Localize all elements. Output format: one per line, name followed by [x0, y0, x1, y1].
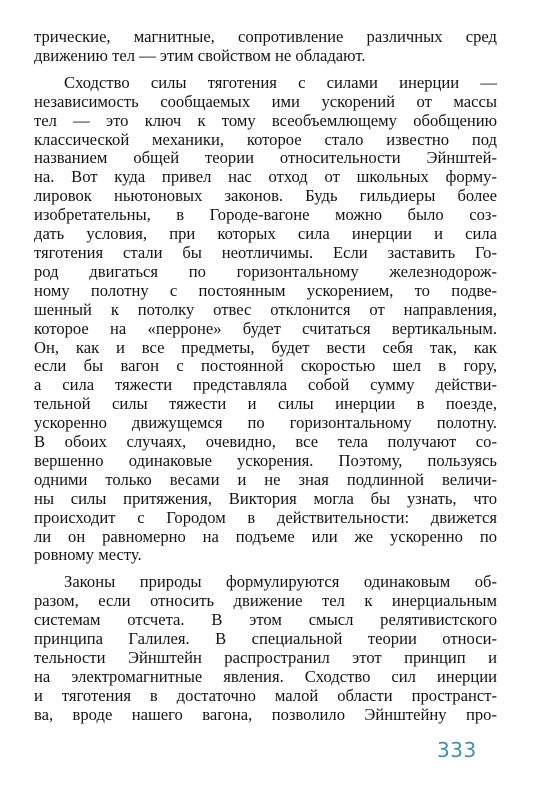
paragraph-3 — [34, 573, 497, 724]
text-line: которое на «перроне» будет считаться вертикальным. — [34, 318, 497, 338]
text-line: независимость сообщаемых ими ускорений от массы — [34, 91, 497, 111]
text-line: ли он равномерно на подъеме или же ускоренно по — [34, 526, 497, 546]
text-line: системам отсчета. В этом смысл релятивистского — [34, 610, 497, 630]
text-line: В обоих случаях, очевидно, все тела получают со- — [34, 432, 497, 452]
text-line: на электромагнитные явления. Сходство сил инерции — [34, 666, 497, 686]
text-line: шенный к потолку отвес отклонится от направления, — [34, 299, 497, 319]
text-line: Сходство силы тяготения с силами инерции — — [64, 72, 497, 92]
text-line: тельности Эйнштейн распространил этот принцип и — [34, 648, 497, 667]
paragraph-1 — [34, 28, 497, 66]
text-line: названием общей теории относительности Эйнштей- — [34, 148, 497, 168]
text-line: изобретательны, в Городе-вагоне можно было соз- — [34, 205, 497, 225]
text-line: ва, вроде нашего вагона, позволило Эйнштейну про- — [34, 704, 497, 724]
text-line: Он, как и все предметы, будет вести себя так, как — [34, 337, 497, 357]
text-line: на. Вот куда привел нас отход от школьных форму- — [34, 167, 497, 187]
text-line: род двигаться по горизонтальному железнодорож- — [34, 261, 497, 281]
text-line: а сила тяжести представляла собой сумму действи- — [34, 375, 497, 395]
text-line: Законы природы формулируются одинаковым об- — [64, 572, 497, 592]
paragraph-2 — [34, 74, 497, 566]
text-line: ускоренно движущемся по горизонтальному полотну. — [34, 413, 497, 433]
text-line: тяготения стали бы неотличимы. Если заставить Го- — [34, 242, 497, 262]
text-line: трические, магнитные, сопротивление различных сред — [34, 27, 497, 46]
text-line: тельной силы тяжести и силы инерции в поезде, — [34, 394, 497, 414]
text-line: вершенно одинаковые ускорения. Поэтому, пользуясь — [34, 450, 497, 470]
text-line: ровному месту. — [34, 545, 142, 565]
page-number: 333 — [437, 738, 477, 762]
text-line: ному полотну с постоянным ускорением, то подве- — [34, 280, 497, 300]
text-line: одними только весами и не зная подлинной величи- — [34, 469, 497, 489]
text-line: тел — это ключ к тому всеобъемлющему обобщению — [34, 110, 497, 130]
text-line: дать условия, при которых сила инерции и сила — [34, 224, 497, 244]
text-line: классической механики, которое стало известно под — [34, 129, 497, 149]
text-line: если бы вагон с постоянной скоростью шел в гору, — [34, 356, 497, 376]
text-line: принципа Галилея. В специальной теории относи- — [34, 629, 497, 649]
text-line: разом, если относить движение тел к инерциальным — [34, 591, 497, 611]
text-line: движению тел — этим свойством не обладают. — [34, 45, 366, 65]
text-line: происходит с Городом в действительности: движется — [34, 507, 497, 527]
text-line: и тяготения в достаточно малой области пространст- — [34, 685, 497, 705]
body-text — [34, 28, 497, 725]
text-line: лировок ньютоновых законов. Будь гильдиеры более — [34, 186, 497, 206]
text-line: ны силы притяжения, Виктория могла бы узнать, что — [34, 488, 497, 508]
